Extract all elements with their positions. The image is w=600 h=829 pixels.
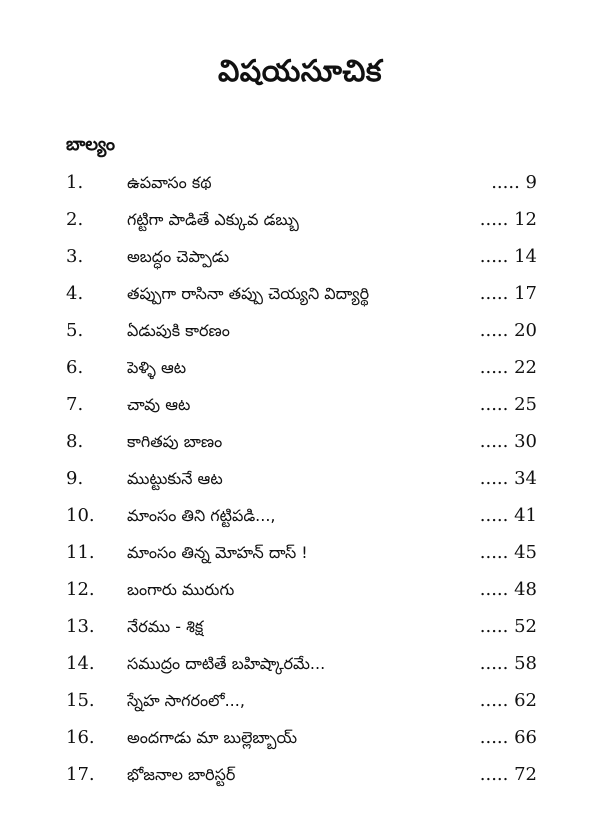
entry-page: ..... 72 xyxy=(479,764,537,785)
toc-entry xyxy=(0,427,600,464)
toc-entry xyxy=(0,205,600,242)
toc-entry xyxy=(0,649,600,686)
entry-page: ..... 12 xyxy=(479,209,537,230)
entry-title: పెళ్ళి ఆట xyxy=(127,358,187,377)
entry-title: అందగాడు మా బుల్లెబ్బాయ్ xyxy=(127,728,298,747)
page-title: విషయసూచిక xyxy=(217,54,383,89)
table-of-contents xyxy=(0,168,600,797)
toc-entry xyxy=(0,538,600,575)
toc-entry xyxy=(0,168,600,205)
entry-page: ..... 58 xyxy=(479,653,537,674)
entry-page: ..... 34 xyxy=(479,468,537,489)
entry-page: ..... 20 xyxy=(479,320,537,341)
entry-number: 17. xyxy=(66,764,95,785)
entry-number: 9. xyxy=(66,468,84,489)
entry-title: భోజనాల బారిస్టర్ xyxy=(127,765,236,784)
entry-page: ..... 66 xyxy=(479,727,537,748)
toc-entry xyxy=(0,501,600,538)
entry-title: ముట్టుకునే ఆట xyxy=(127,469,223,488)
section-heading: బాల్యం xyxy=(66,134,116,155)
toc-entry xyxy=(0,353,600,390)
toc-entry xyxy=(0,316,600,353)
entry-number: 8. xyxy=(66,431,84,452)
entry-page: ..... 14 xyxy=(479,246,537,267)
entry-title: తప్పుగా రాసినా తప్పు చెయ్యని విద్యార్థి xyxy=(127,284,370,303)
entry-title: చావు ఆట xyxy=(127,395,191,414)
entry-title: మాంసం తిని గట్టిపడి..., xyxy=(127,506,276,525)
entry-title: ఉపవాసం కథ xyxy=(127,173,212,192)
toc-entry xyxy=(0,464,600,501)
entry-page: ..... 30 xyxy=(479,431,537,452)
entry-page: ..... 9 xyxy=(491,172,537,193)
entry-page: ..... 17 xyxy=(479,283,537,304)
toc-entry xyxy=(0,686,600,723)
toc-entry xyxy=(0,723,600,760)
entry-number: 2. xyxy=(66,209,84,230)
entry-number: 12. xyxy=(66,579,95,600)
entry-number: 1. xyxy=(66,172,84,193)
entry-title: బంగారు మురుగు xyxy=(127,580,235,599)
entry-page: ..... 41 xyxy=(479,505,537,526)
entry-number: 14. xyxy=(66,653,95,674)
entry-page: ..... 52 xyxy=(479,616,537,637)
entry-number: 4. xyxy=(66,283,84,304)
entry-page: ..... 48 xyxy=(479,579,537,600)
entry-title: మాంసం తిన్న మోహన్ దాస్ ! xyxy=(127,543,308,562)
entry-title: కాగితపు బాణం xyxy=(127,432,223,451)
entry-title: ఏడుపుకి కారణం xyxy=(127,321,230,340)
entry-number: 6. xyxy=(66,357,84,378)
entry-number: 11. xyxy=(66,542,95,563)
entry-number: 3. xyxy=(66,246,84,267)
toc-entry xyxy=(0,612,600,649)
entry-title: స్నేహ సాగరంలో..., xyxy=(127,691,245,710)
entry-page: ..... 22 xyxy=(479,357,537,378)
toc-entry xyxy=(0,279,600,316)
toc-entry xyxy=(0,575,600,612)
toc-entry xyxy=(0,390,600,427)
entry-page: ..... 62 xyxy=(479,690,537,711)
toc-entry xyxy=(0,242,600,279)
entry-title: అబద్ధం చెప్పాడు xyxy=(127,247,230,266)
entry-number: 15. xyxy=(66,690,95,711)
entry-title: సముద్రం దాటితే బహిష్కారమే... xyxy=(127,654,326,673)
entry-number: 5. xyxy=(66,320,84,341)
entry-number: 13. xyxy=(66,616,95,637)
entry-page: ..... 25 xyxy=(479,394,537,415)
entry-title: నేరము - శిక్ష xyxy=(127,617,204,636)
entry-title: గట్టిగా పాడితే ఎక్కువ డబ్బు xyxy=(127,210,299,229)
entry-number: 16. xyxy=(66,727,95,748)
toc-entry xyxy=(0,760,600,797)
entry-number: 10. xyxy=(66,505,95,526)
entry-page: ..... 45 xyxy=(479,542,537,563)
entry-number: 7. xyxy=(66,394,84,415)
